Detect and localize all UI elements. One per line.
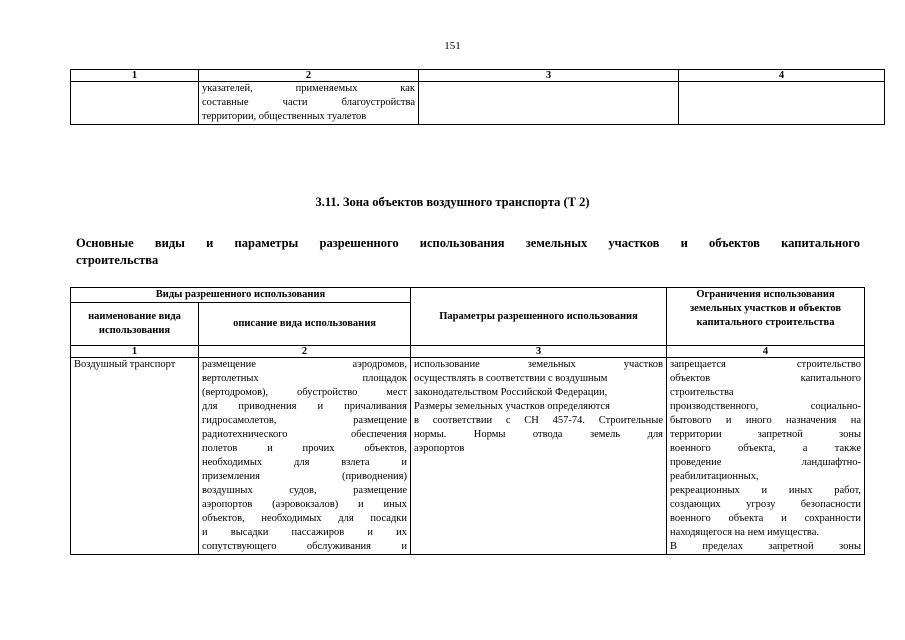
subtitle-line: Основные виды и параметры разрешенного использования земельных участков и объектов капитального bbox=[76, 236, 860, 250]
limits-cell bbox=[667, 358, 865, 555]
text-line: нормы. Нормы отвода земель для bbox=[414, 429, 664, 440]
table-row bbox=[71, 82, 885, 125]
text-line: необходимых для взлета и bbox=[202, 457, 408, 468]
text-line: сопутствующего обслуживания и bbox=[202, 541, 408, 552]
text-line: военного объекта, а также bbox=[670, 443, 862, 454]
column-number: 3 bbox=[411, 346, 667, 358]
text-line: Размеры земельных участков определяются bbox=[414, 401, 610, 412]
text-line: в соответствии с СН 457-74. Строительные bbox=[414, 415, 664, 426]
text-line: находящегося на нем имущества. bbox=[670, 527, 820, 538]
subtitle-line: строительства bbox=[76, 253, 159, 267]
text-line: территории запретной зоны bbox=[670, 429, 862, 440]
subtitle bbox=[76, 235, 860, 269]
text-line: приземления (приводнения) bbox=[202, 471, 408, 482]
text-line: радиотехнического обеспечения bbox=[202, 429, 408, 440]
text-line: запрещается строительство bbox=[670, 359, 862, 370]
table-cell bbox=[419, 82, 679, 125]
header-params: Параметры разрешенного использования bbox=[411, 288, 667, 346]
text-line: проведение ландшафтно- bbox=[670, 457, 862, 468]
column-number: 4 bbox=[679, 70, 885, 82]
text-line: рекреационных и иных работ, bbox=[670, 485, 862, 496]
table-cell bbox=[679, 82, 885, 125]
column-number: 1 bbox=[71, 346, 199, 358]
usage-table bbox=[70, 287, 865, 555]
text-line: аэропортов (аэровокзалов) и иных bbox=[202, 499, 408, 510]
column-number: 4 bbox=[667, 346, 865, 358]
column-number: 3 bbox=[419, 70, 679, 82]
text-line: создающих угрозу безопасности bbox=[670, 499, 862, 510]
params-cell bbox=[411, 358, 667, 555]
text-line: составные части благоустройства bbox=[202, 97, 415, 108]
text-line: осуществлять в соответствии с воздушным bbox=[414, 373, 608, 384]
header-limits: Ограничения использования земельных участков и объектов капитального строительства bbox=[667, 288, 865, 346]
table-cell bbox=[71, 82, 199, 125]
text-line: вертолетных площадок bbox=[202, 373, 408, 384]
column-number: 2 bbox=[199, 70, 419, 82]
column-number-row bbox=[71, 346, 865, 358]
header-row bbox=[71, 288, 865, 303]
text-line: производственного, социально- bbox=[670, 401, 862, 412]
text-line: для приводнения и причаливания bbox=[202, 401, 408, 412]
column-number: 1 bbox=[71, 70, 199, 82]
text-line: объектов капитального bbox=[670, 373, 862, 384]
column-number: 2 bbox=[199, 346, 411, 358]
text-line: территории, общественных туалетов bbox=[202, 111, 367, 122]
text-line: размещение аэродромов, bbox=[202, 359, 408, 370]
section-title: 3.11. Зона объектов воздушного транспорта (Т 2) bbox=[315, 195, 590, 209]
text-line: полетов и прочих объектов, bbox=[202, 443, 408, 454]
usage-description-cell bbox=[199, 358, 411, 555]
text-line: и высадки пассажиров и их bbox=[202, 527, 408, 538]
text-line: строительства bbox=[670, 387, 734, 398]
text-line: (вертодромов), обустройство мест bbox=[202, 387, 408, 398]
text-line: воздушных судов, размещение bbox=[202, 485, 408, 496]
text-line: аэропортов bbox=[414, 443, 465, 454]
header-usage-name: наименование вида использования bbox=[71, 303, 199, 346]
usage-name-cell: Воздушный транспорт bbox=[71, 358, 199, 555]
table-cell bbox=[199, 82, 419, 125]
text-line: использование земельных участков bbox=[414, 359, 664, 370]
text-line: бытового и иного назначения на bbox=[670, 415, 862, 426]
text-line: гидросамолетов, размещение bbox=[202, 415, 408, 426]
text-line: законодательством Российской Федерации, bbox=[414, 387, 608, 398]
text-line: военного объекта и сохранности bbox=[670, 513, 862, 524]
header-usage-description: описание вида использования bbox=[199, 303, 411, 346]
text-line: объектов, необходимых для посадки bbox=[202, 513, 408, 524]
page-number: 151 bbox=[444, 40, 461, 52]
text-line: указателей, применяемых как bbox=[202, 83, 415, 94]
column-number-row bbox=[71, 70, 885, 82]
text-line: В пределах запретной зоны bbox=[670, 541, 862, 552]
continued-table bbox=[70, 69, 885, 125]
text-line: реабилитационных, bbox=[670, 471, 759, 482]
header-usage-types: Виды разрешенного использования bbox=[71, 288, 411, 303]
table-row bbox=[71, 358, 865, 555]
